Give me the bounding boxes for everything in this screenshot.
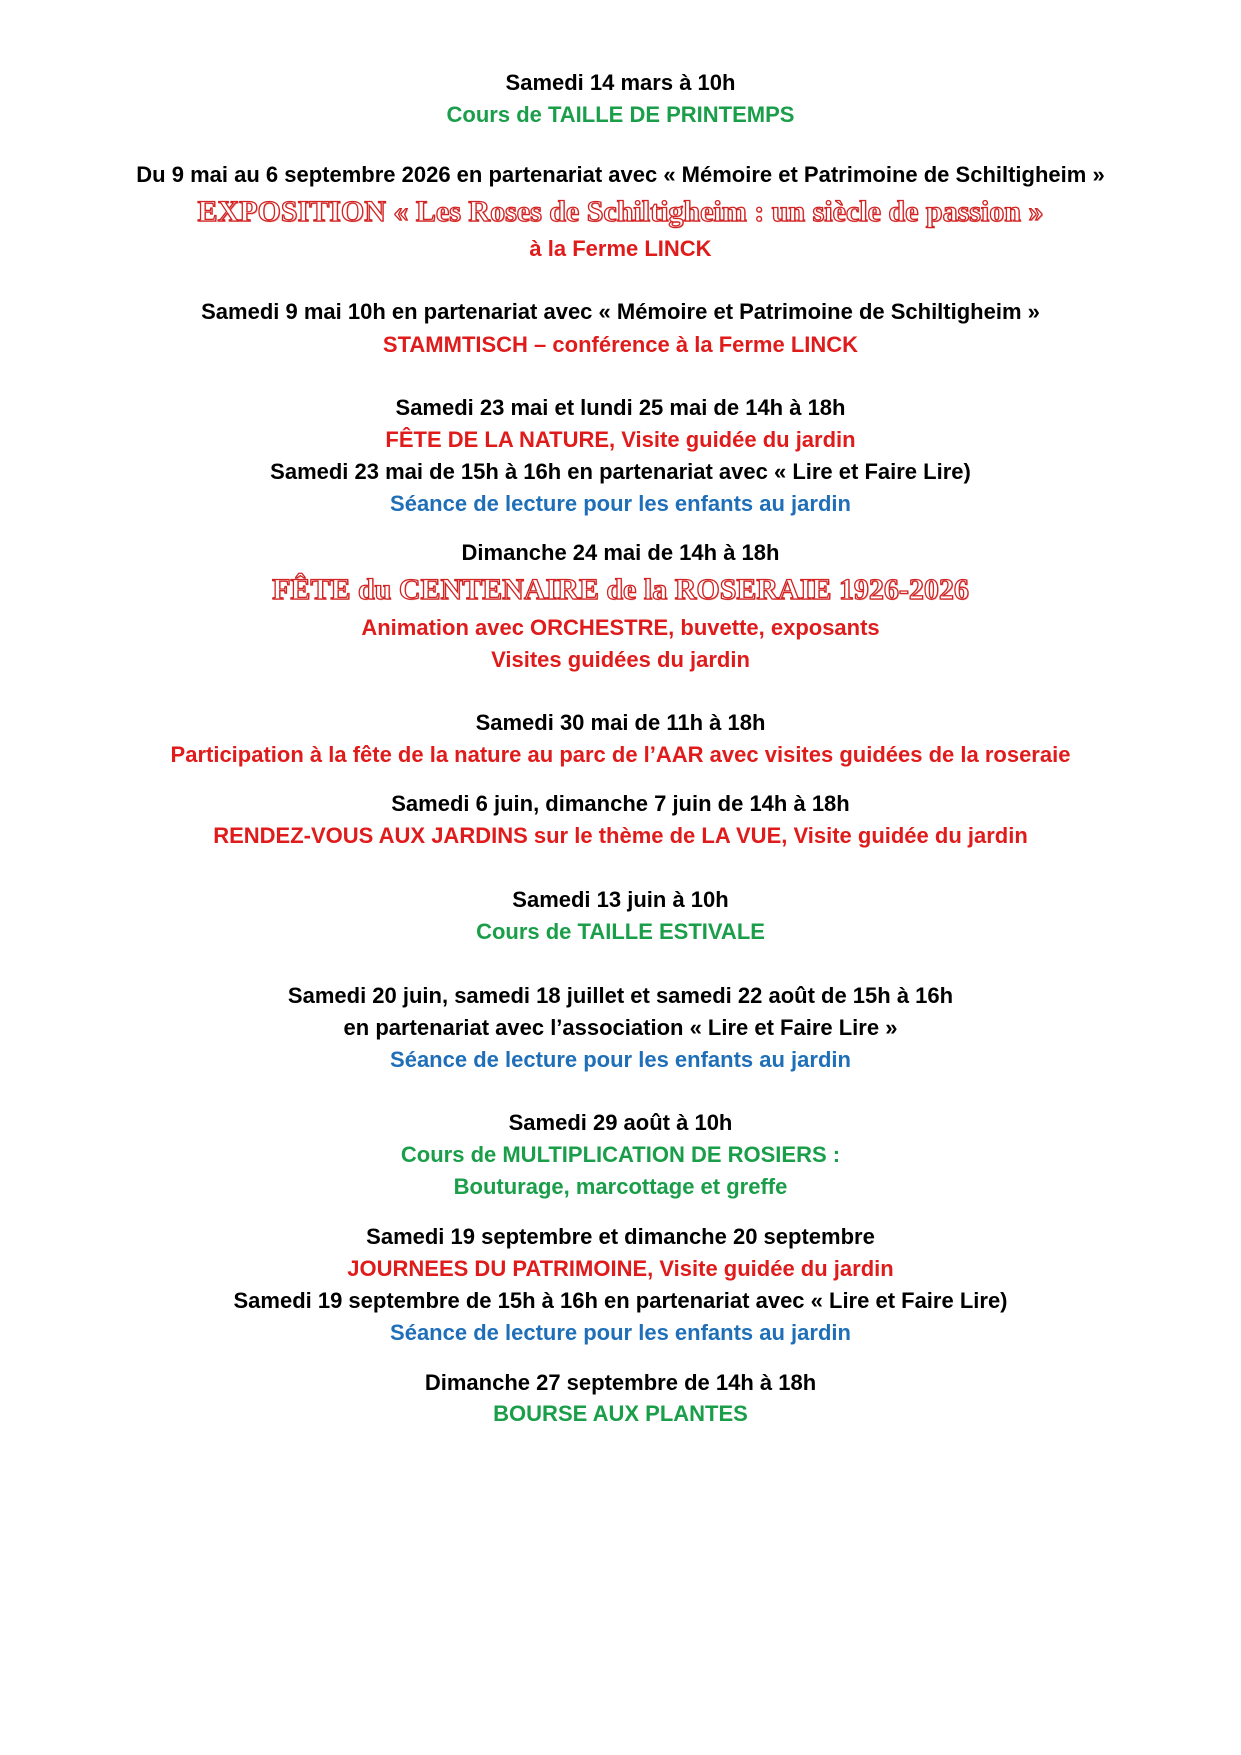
event-date: Samedi 23 mai de 15h à 16h en partenariat avec « Lire et Faire Lire) — [270, 459, 971, 484]
event-place: à la Ferme LINCK — [529, 236, 712, 261]
event-date: Samedi 13 juin à 10h — [512, 887, 729, 912]
event-title: RENDEZ-VOUS AUX JARDINS sur le thème de LA VUE, Visite guidée du jardin — [213, 823, 1028, 848]
event-date: Samedi 14 mars à 10h — [505, 70, 736, 95]
event-partner: en partenariat avec l’association « Lire et Faire Lire » — [343, 1015, 898, 1040]
event-title: Cours de TAILLE DE PRINTEMPS — [446, 102, 795, 127]
event-date: Samedi 6 juin, dimanche 7 juin de 14h à 18h — [391, 791, 850, 816]
event-title-outlined: FÊTE du CENTENAIRE de la ROSERAIE 1926-2026 — [272, 573, 969, 606]
event-detail: Animation avec ORCHESTRE, buvette, exposants — [361, 615, 880, 640]
event-title: Séance de lecture pour les enfants au jardin — [390, 1047, 851, 1072]
event-title: Cours de MULTIPLICATION DE ROSIERS : — [400, 1142, 841, 1167]
event-title: FÊTE DE LA NATURE, Visite guidée du jardin — [385, 427, 856, 452]
event-date: Samedi 9 mai 10h en partenariat avec « Mémoire et Patrimoine de Schiltigheim » — [201, 299, 1040, 324]
event-date: Du 9 mai au 6 septembre 2026 en partenariat avec « Mémoire et Patrimoine de Schiltigheim » — [136, 162, 1105, 187]
event-title: Cours de TAILLE ESTIVALE — [476, 919, 765, 944]
event-date: Samedi 30 mai de 11h à 18h — [475, 710, 766, 735]
event-title: STAMMTISCH – conférence à la Ferme LINCK — [382, 332, 859, 357]
event-title: BOURSE AUX PLANTES — [493, 1401, 748, 1426]
event-subtitle: Bouturage, marcottage et greffe — [453, 1174, 788, 1199]
event-title: Séance de lecture pour les enfants au jardin — [390, 491, 851, 516]
event-date: Samedi 20 juin, samedi 18 juillet et samedi 22 août de 15h à 16h — [287, 983, 954, 1008]
event-date: Samedi 23 mai et lundi 25 mai de 14h à 18h — [395, 395, 846, 420]
event-title: JOURNEES DU PATRIMOINE, Visite guidée du jardin — [347, 1256, 894, 1281]
event-date: Samedi 19 septembre de 15h à 16h en partenariat avec « Lire et Faire Lire) — [233, 1288, 1008, 1313]
event-date: Samedi 19 septembre et dimanche 20 septembre — [366, 1224, 875, 1249]
event-title: Séance de lecture pour les enfants au jardin — [390, 1320, 851, 1345]
event-detail: Visites guidées du jardin — [491, 647, 750, 672]
event-date: Samedi 29 août à 10h — [508, 1110, 733, 1135]
event-title-outlined: EXPOSITION « Les Roses de Schiltigheim : un siècle de passion » — [197, 195, 1044, 228]
event-date: Dimanche 27 septembre de 14h à 18h — [424, 1370, 817, 1395]
event-date: Dimanche 24 mai de 14h à 18h — [461, 540, 780, 565]
event-title: Participation à la fête de la nature au parc de l’AAR avec visites guidées de la roseraie — [170, 742, 1071, 767]
